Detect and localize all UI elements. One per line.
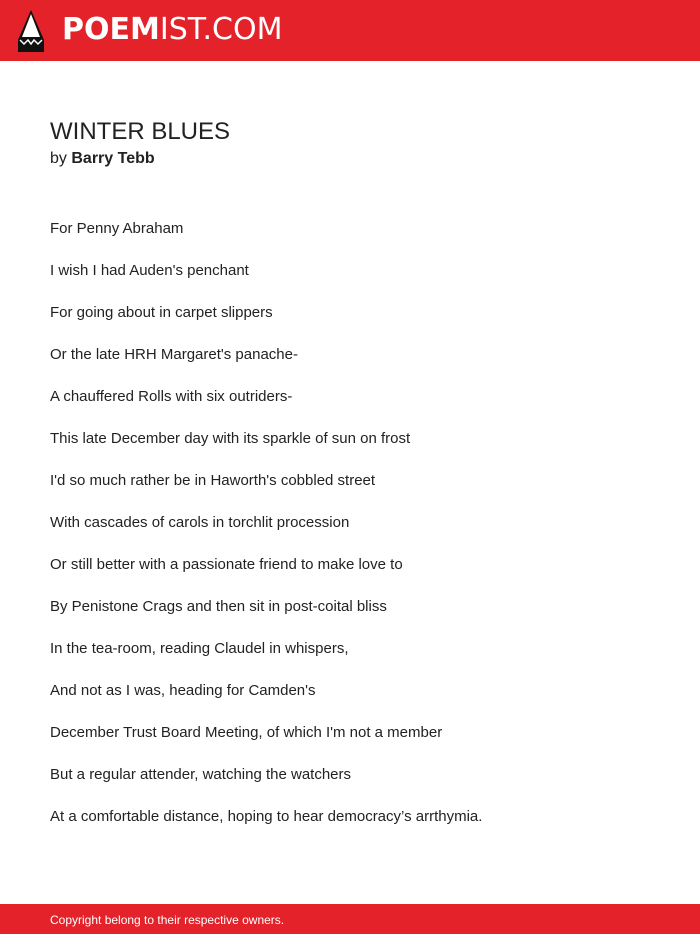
- poem-line: But a regular attender, watching the watchers: [50, 766, 352, 783]
- poem-line: For Penny Abraham: [50, 220, 184, 237]
- site-footer: [0, 904, 700, 934]
- poem-line: A chauffered Rolls with six outriders-: [50, 388, 293, 405]
- poem-body: [50, 218, 482, 848]
- byline-prefix: by: [50, 150, 67, 167]
- poem-line: With cascades of carols in torchlit procession: [50, 514, 350, 531]
- poem-line: I wish I had Auden's penchant: [50, 262, 249, 279]
- site-logo[interactable]: [62, 12, 282, 48]
- poem-line: And not as I was, heading for Camden's: [50, 682, 316, 699]
- copyright-notice: Copyright belong to their respective owners.: [50, 913, 285, 927]
- poem-line: December Trust Board Meeting, of which I'm not a member: [50, 724, 443, 741]
- poem-line: I'd so much rather be in Haworth's cobbled street: [50, 472, 376, 489]
- poem-author: Barry Tebb: [71, 150, 155, 167]
- site-header: [0, 0, 700, 61]
- logo-bold-text: POEM: [62, 12, 160, 47]
- poem-line: This late December day with its sparkle of sun on frost: [50, 430, 411, 447]
- poem-line: By Penistone Crags and then sit in post-coital bliss: [50, 598, 387, 615]
- poem-line: Or still better with a passionate friend to make love to: [50, 556, 403, 573]
- poem-line: In the tea-room, reading Claudel in whispers,: [50, 640, 349, 657]
- poem-line: Or the late HRH Margaret's panache-: [50, 346, 298, 363]
- poem-line: At a comfortable distance, hoping to hear democracy’s arrthymia.: [50, 808, 483, 825]
- poem-title: WINTER BLUES: [50, 118, 231, 145]
- poem-byline: [50, 149, 155, 169]
- pen-nib-icon[interactable]: [18, 10, 44, 52]
- logo-light-text: IST.COM: [159, 12, 283, 47]
- poem-line: For going about in carpet slippers: [50, 304, 273, 321]
